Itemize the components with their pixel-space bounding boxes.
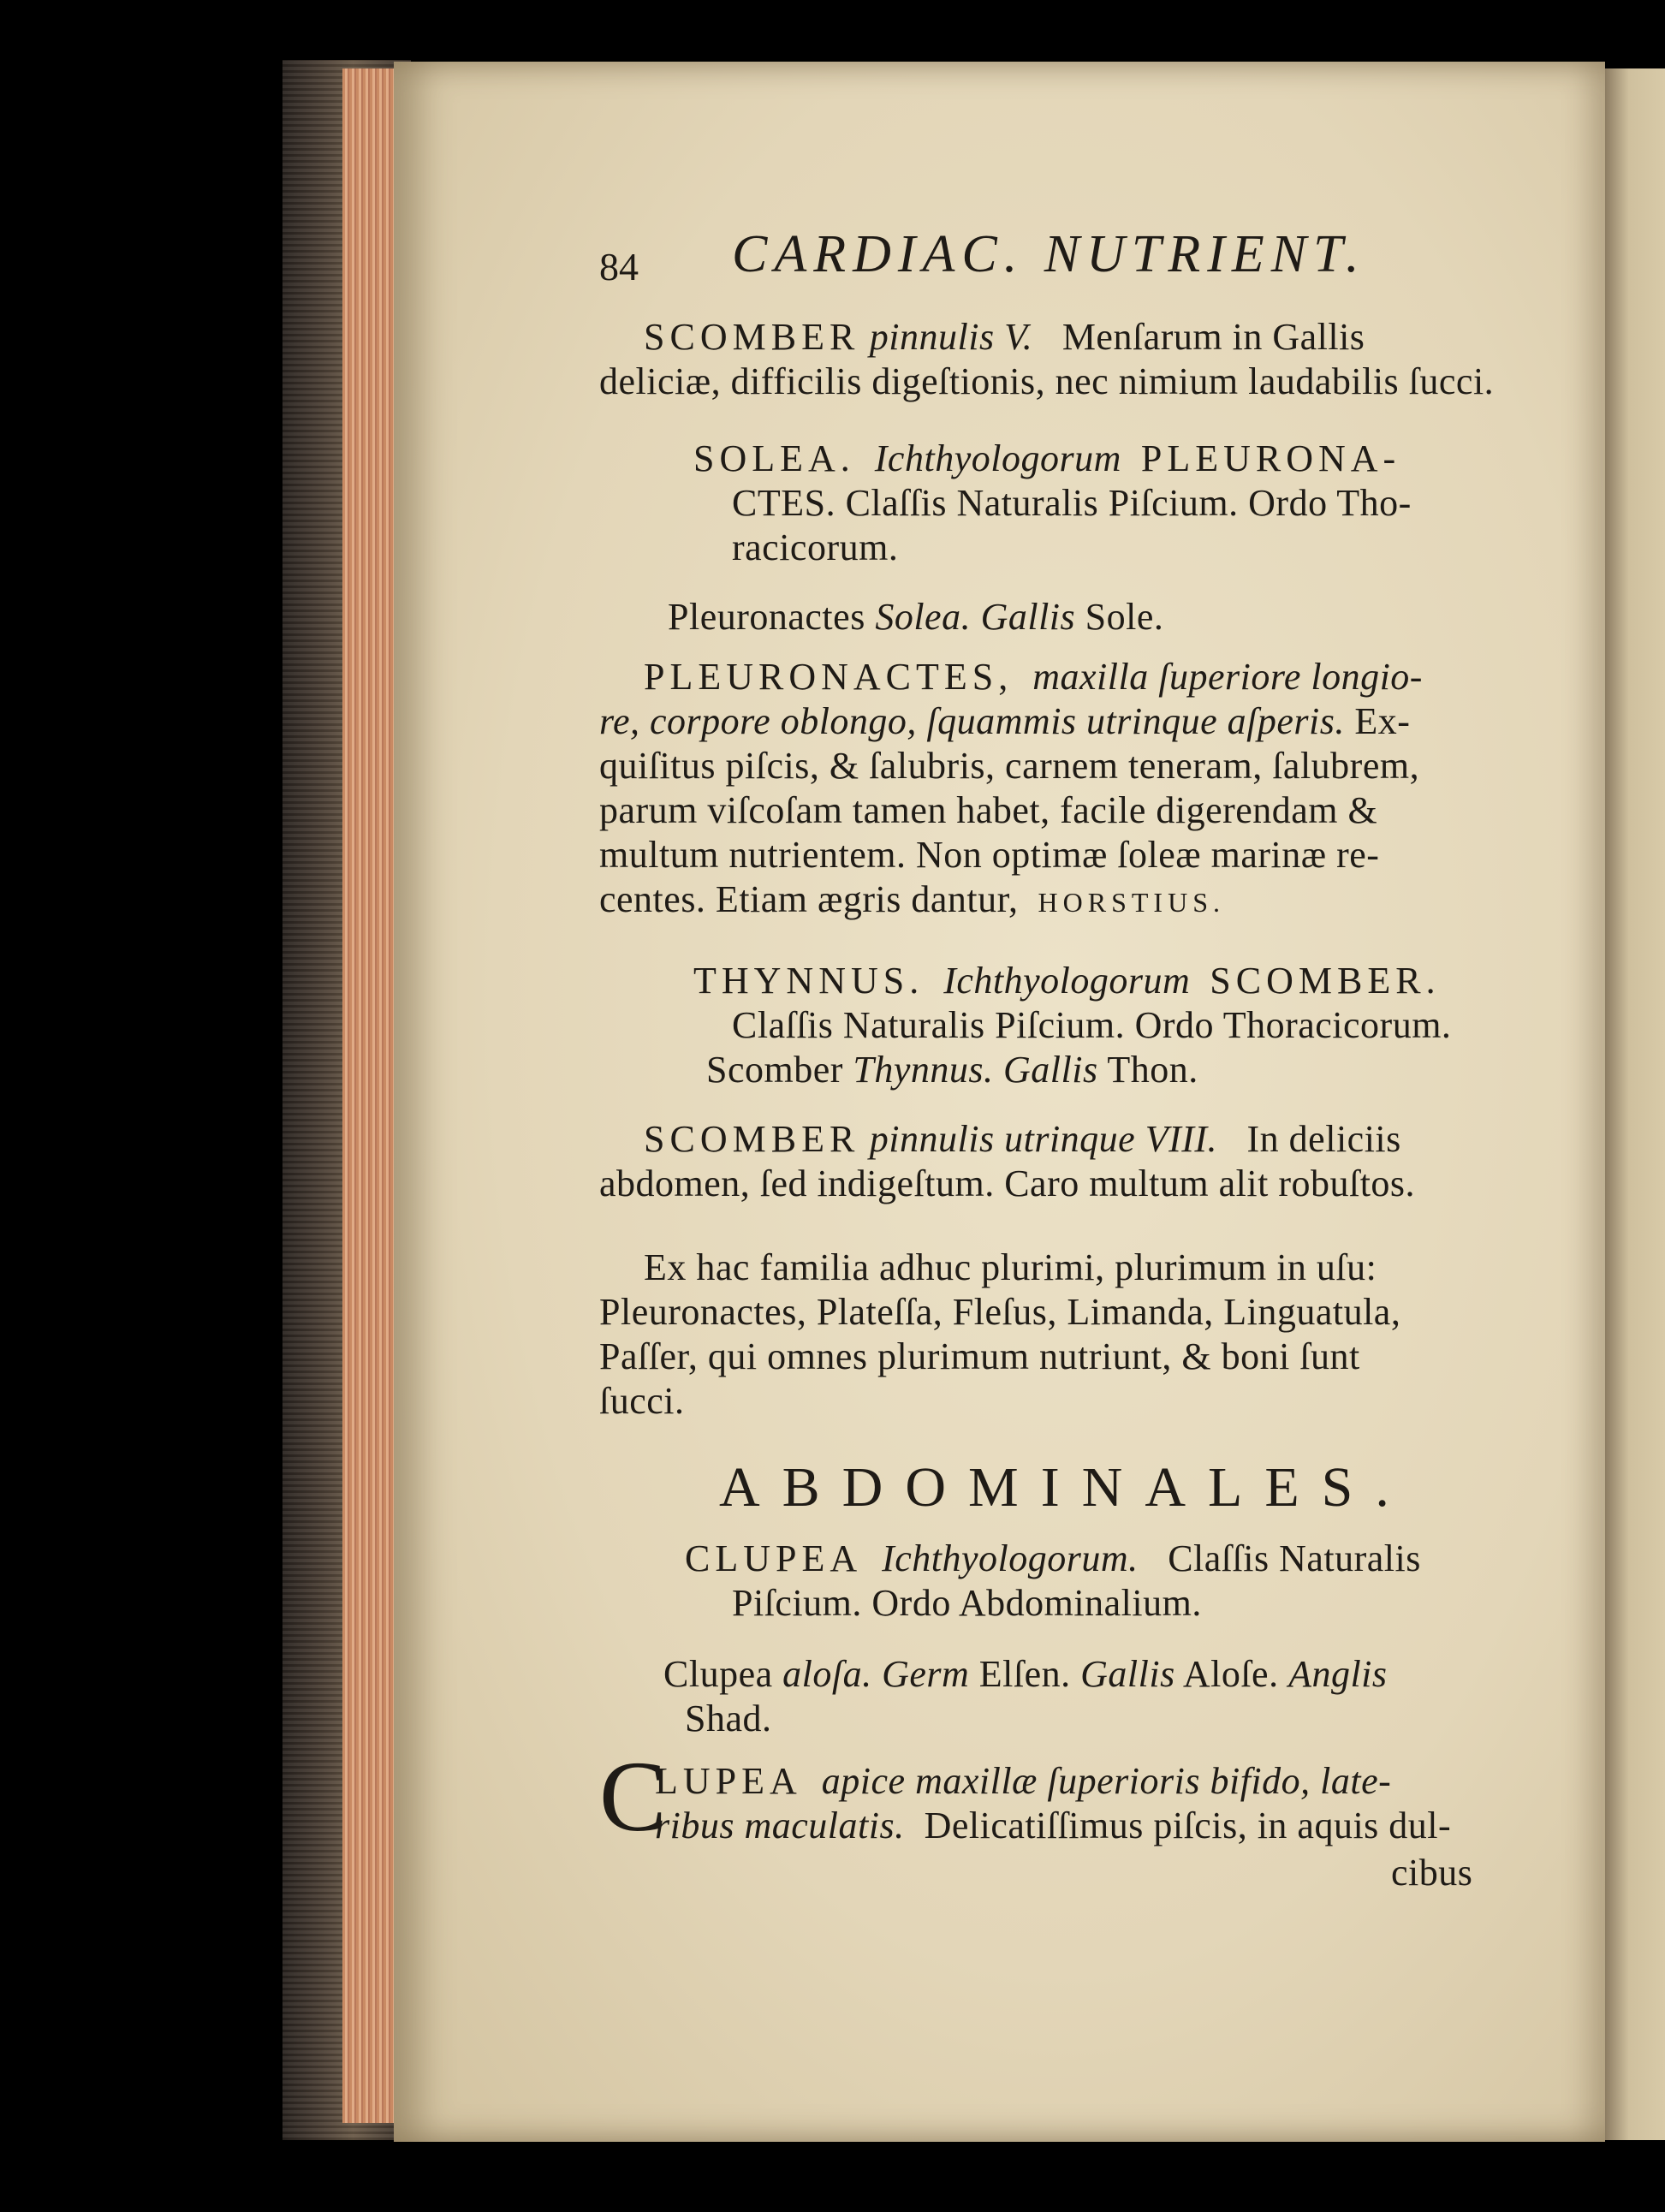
text-line: SOLEA. Ichthyologorum PLEURONA- xyxy=(693,437,1401,479)
text-line: abdomen, ſed indigeſtum. Caro multum alit robuſtos. xyxy=(599,1162,1416,1204)
text-line: deliciæ, difficilis digeſtionis, nec nimium laudabilis ſucci. xyxy=(599,360,1495,402)
section-heading: ABDOMINALES. xyxy=(719,1456,1412,1519)
text-line: ſucci. xyxy=(599,1380,685,1422)
drop-cap: C xyxy=(599,1740,667,1852)
text-line: re, corpore oblongo, ſquammis utrinque aſperis. Ex- xyxy=(599,700,1411,742)
text-line: ribus maculatis. Delicatiſſimus piſcis, in aquis dul- xyxy=(655,1805,1452,1846)
text-line: quiſitus piſcis, & ſalubris, carnem teneram, ſalubrem, xyxy=(599,745,1420,787)
text-line: Pleuronactes Solea. Gallis Sole. xyxy=(668,596,1164,638)
text-line: PLEURONACTES, maxilla ſuperiore longio- xyxy=(644,656,1423,698)
text-line: SCOMBER pinnulis utrinque VIII. In deliciis xyxy=(644,1118,1401,1160)
text-line: multum nutrientem. Non optimæ ſoleæ marinæ re- xyxy=(599,834,1380,876)
text-line: Piſcium. Ordo Abdominalium. xyxy=(732,1582,1202,1624)
text-line: CLUPEA Ichthyologorum. Claſſis Naturalis xyxy=(685,1537,1421,1579)
text-line: Paſſer, qui omnes plurimum nutriunt, & boni ſunt xyxy=(599,1335,1360,1377)
text-line: SCOMBER pinnulis V. Menſarum in Gallis xyxy=(644,316,1365,358)
text-line: Scomber Thynnus. Gallis Thon. xyxy=(706,1049,1198,1091)
text-line: LUPEA apice maxillæ ſuperioris bifido, late- xyxy=(655,1760,1392,1802)
running-head: CARDIAC. NUTRIENT. xyxy=(732,225,1366,283)
text-line: centes. Etiam ægris dantur, HORSTIUS. xyxy=(599,878,1225,920)
text-line: THYNNUS. Ichthyologorum SCOMBER. xyxy=(693,960,1441,1002)
text-line: Pleuronactes, Plateſſa, Fleſus, Limanda, Linguatula, xyxy=(599,1291,1401,1333)
text-line: Shad. xyxy=(685,1698,772,1739)
text-line: Clupea aloſa. Germ Elſen. Gallis Aloſe. Anglis xyxy=(663,1653,1388,1695)
adjacent-page-edge xyxy=(1605,68,1665,2140)
page-edges xyxy=(342,68,401,2123)
text-line: CTES. Claſſis Naturalis Piſcium. Ordo Tho- xyxy=(732,482,1412,524)
text-line: racicorum. xyxy=(732,526,899,568)
text-line: Claſſis Naturalis Piſcium. Ordo Thoracicorum. xyxy=(732,1004,1452,1046)
catchword: cibus xyxy=(1391,1852,1473,1894)
page-number: 84 xyxy=(599,245,639,288)
text-line: parum viſcoſam tamen habet, facile digerendam & xyxy=(599,789,1378,831)
text-line: Ex hac familia adhuc plurimi, plurimum in uſu: xyxy=(644,1246,1377,1288)
